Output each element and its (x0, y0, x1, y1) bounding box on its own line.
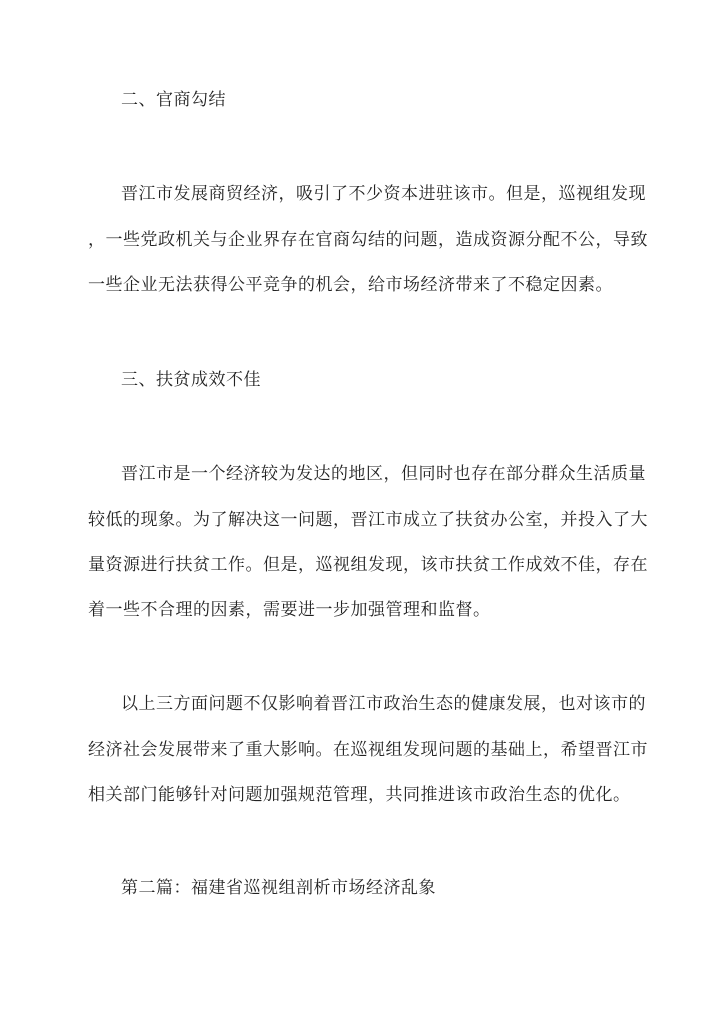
paragraph-line: 晋江市发展商贸经济，吸引了不少资本进驻该市。但是，巡视组发现 (121, 184, 646, 204)
paragraph-line: 一些企业无法获得公平竞争的机会，给市场经济带来了不稳定因素。 (88, 275, 613, 295)
paragraph-line: 以上三方面问题不仅影响着晋江市政治生态的健康发展，也对该市的 (121, 694, 646, 714)
paragraph-line: 相关部门能够针对问题加强规范管理，共同推进该市政治生态的优化。 (88, 785, 631, 805)
paragraph-line: 经济社会发展带来了重大影响。在巡视组发现问题的基础上，希望晋江市 (88, 740, 648, 760)
part-two-title: 第二篇：福建省巡视组剖析市场经济乱象 (121, 878, 436, 898)
paragraph-line: 量资源进行扶贫工作。但是，巡视组发现，该市扶贫工作成效不佳，存在 (88, 555, 648, 575)
section-heading-poverty: 三、扶贫成效不佳 (121, 370, 261, 390)
paragraph-line: ，一些党政机关与企业界存在官商勾结的问题，造成资源分配不公，导致 (88, 230, 648, 250)
paragraph-line: 较低的现象。为了解决这一问题，晋江市成立了扶贫办公室，并投入了大 (88, 510, 648, 530)
paragraph-line: 着一些不合理的因素，需要进一步加强管理和监督。 (88, 600, 491, 620)
section-heading-collusion: 二、官商勾结 (121, 90, 226, 110)
paragraph-line: 晋江市是一个经济较为发达的地区，但同时也存在部分群众生活质量 (121, 464, 646, 484)
